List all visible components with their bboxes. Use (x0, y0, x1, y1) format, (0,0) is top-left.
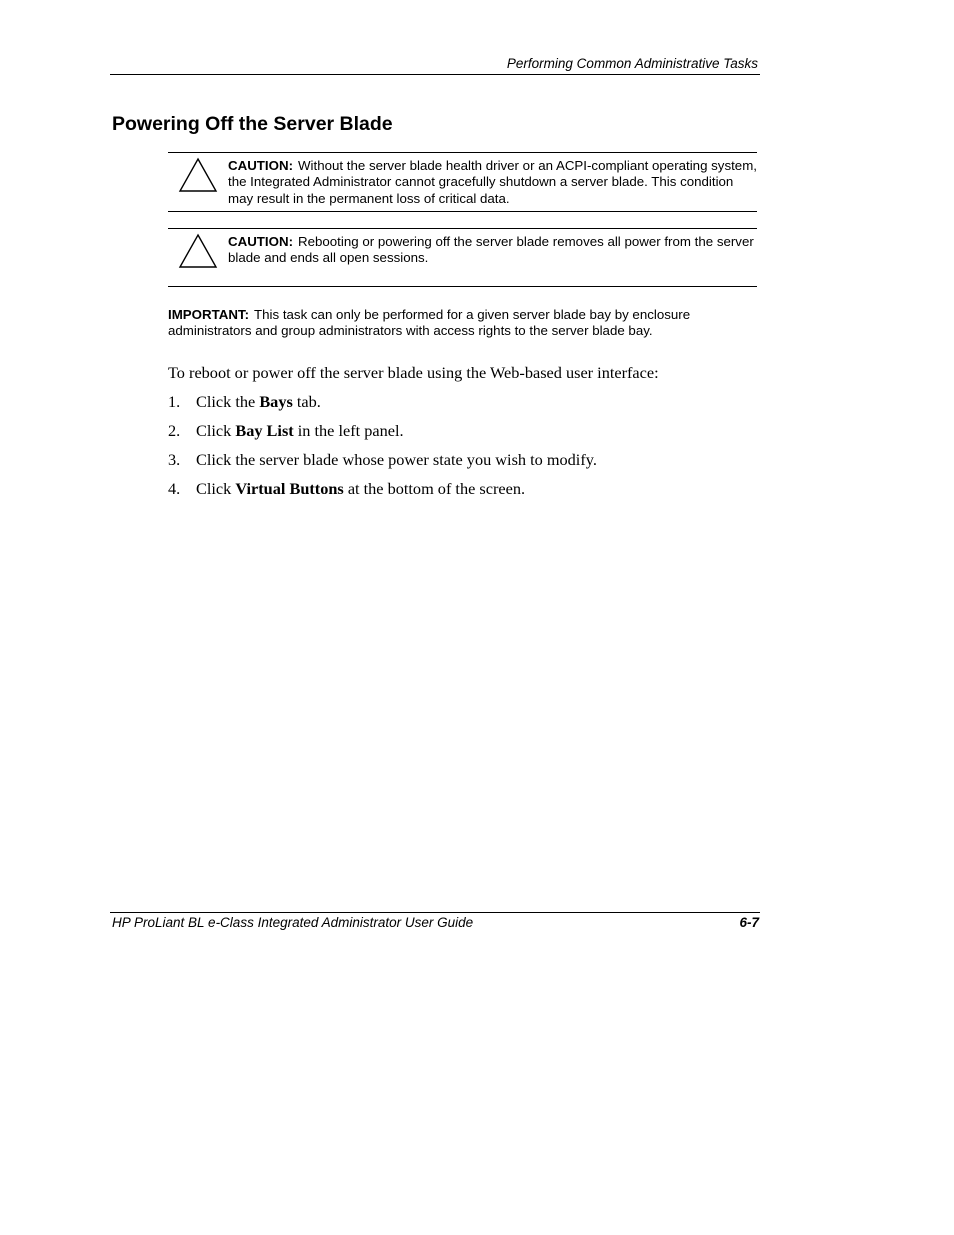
caution-body: Rebooting or powering off the server blade removes all power from the server blade and ends all open sessions. (228, 234, 754, 266)
caution-triangle-icon (178, 233, 218, 269)
steps-list (168, 392, 597, 508)
important-note (168, 307, 758, 340)
list-item: 1. Click the Bays tab. (168, 392, 321, 411)
list-item: 3. Click the server blade whose power state you wish to modify. (168, 450, 597, 469)
important-body: This task can only be performed for a given server blade bay by enclosure administrators and group administrators with access rights to the server blade bay. (168, 307, 691, 339)
caution-label: CAUTION: (228, 158, 293, 173)
running-header: Performing Common Administrative Tasks (506, 56, 758, 71)
caution-notice-2 (168, 228, 757, 287)
header-rule (110, 74, 760, 75)
caution-text-1 (228, 158, 757, 207)
footer-page-number: 6-7 (739, 915, 759, 930)
caution-text-2 (228, 234, 757, 267)
section-title: Powering Off the Server Blade (112, 113, 393, 135)
footer-doc-title: HP ProLiant BL e-Class Integrated Administrator User Guide (112, 915, 474, 930)
intro-paragraph: To reboot or power off the server blade using the Web-based user interface: (168, 363, 659, 382)
caution-label: CAUTION: (228, 234, 293, 249)
list-item: 4. Click Virtual Buttons at the bottom of the screen. (168, 479, 526, 498)
caution-notice-1 (168, 152, 757, 212)
caution-triangle-icon (178, 157, 218, 193)
list-item: 2. Click Bay List in the left panel. (168, 421, 404, 440)
footer-rule (110, 912, 760, 913)
important-label: IMPORTANT: (168, 307, 250, 322)
caution-body: Without the server blade health driver or an ACPI-compliant operating system, the Integrated Administrator cannot gracefully shutdown a server blade. This condition may result in the permanent loss of critical data. (228, 158, 757, 206)
